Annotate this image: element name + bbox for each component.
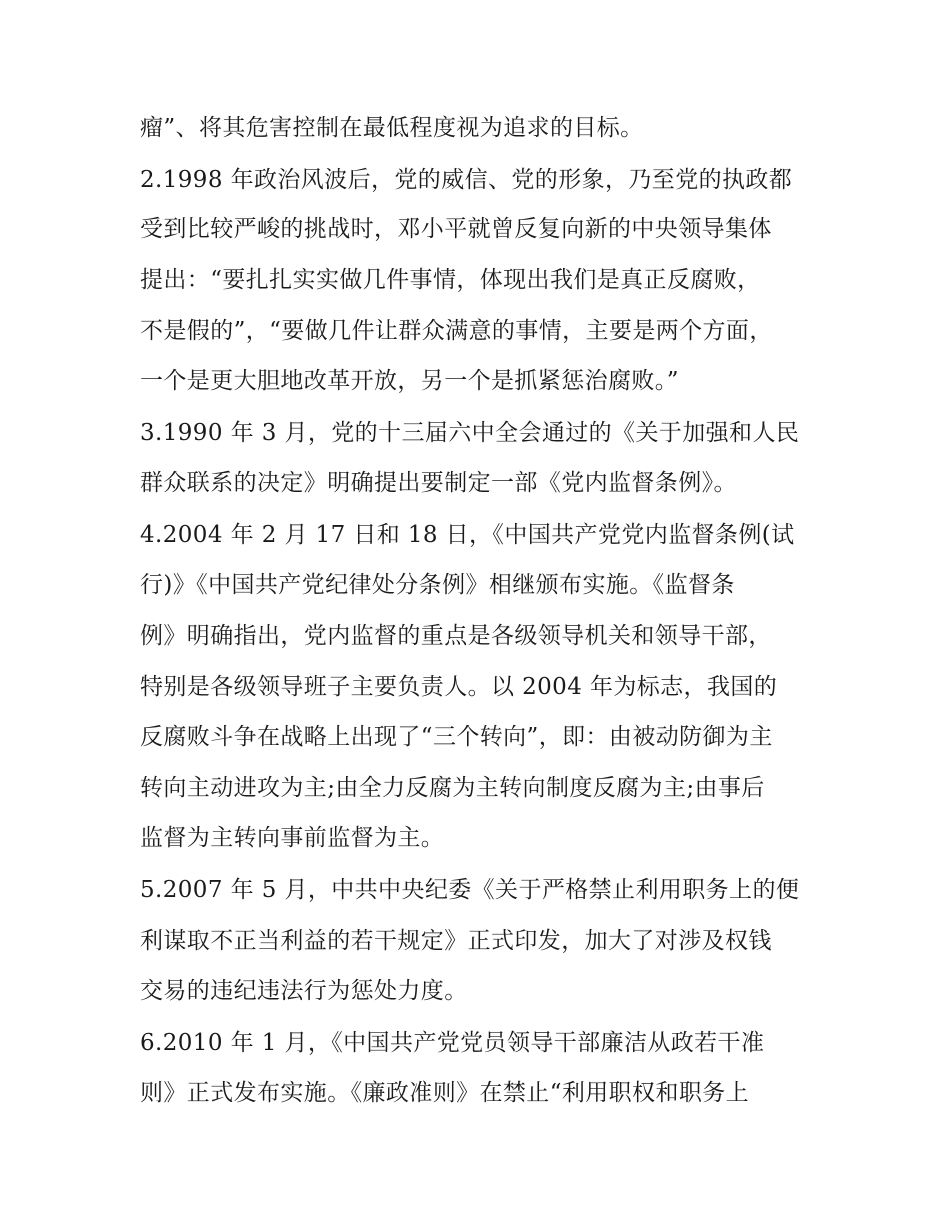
text-line: 4.2004 年 2 月 17 日和 18 日，《中国共产党党内监督条例(试 [140,522,795,548]
text-line: 反腐败斗争在战略上出现了“三个转向”，即：由被动防御为主 [140,724,773,750]
text-line: 5.2007 年 5 月，中共中央纪委《关于严格禁止利用职务上的便 [140,877,800,903]
text-line: 提出：“要扎扎实实做几件事情，体现出我们是真正反腐败， [140,267,761,293]
text-line: 受到比较严峻的挑战时，邓小平就曾反复向新的中央领导集体 [140,216,772,242]
text-line: 行)》《中国共产党纪律处分条例》相继颁布实施。《监督条 [140,572,735,598]
text-line: 则》正式发布实施。《廉政准则》在禁止“利用职权和职务上 [140,1080,750,1106]
text-line: 例》明确指出，党内监督的重点是各级领导机关和领导干部， [140,623,772,649]
text-line: 2.1998 年政治风波后，党的威信、党的形象，乃至党的执政都 [140,167,793,193]
text-line: 利谋取不正当利益的若干规定》正式印发，加大了对涉及权钱 [140,928,772,954]
text-line: 6.2010 年 1 月，《中国共产党党员领导干部廉洁从政若干准 [140,1030,765,1056]
text-line: 群众联系的决定》明确提出要制定一部《党内监督条例》。 [140,470,737,496]
text-line: 监督为主转向事前监督为主。 [140,825,445,851]
text-line: 一个是更大胆地改革开放，另一个是抓紧惩治腐败。” [140,368,679,394]
text-line: 不是假的”，“要做几件让群众满意的事情，主要是两个方面， [140,318,773,344]
text-line: 3.1990 年 3 月，党的十三届六中全会通过的《关于加强和人民 [140,420,800,446]
text-line: 瘤”、将其危害控制在最低程度视为追求的目标。 [140,115,644,141]
text-line: 交易的违纪违法行为惩处力度。 [140,978,468,1004]
text-line: 特别是各级领导班子主要负责人。以 2004 年为标志，我国的 [140,674,778,700]
text-line: 转向主动进攻为主;由全力反腐为主转向制度反腐为主;由事后 [140,775,765,801]
